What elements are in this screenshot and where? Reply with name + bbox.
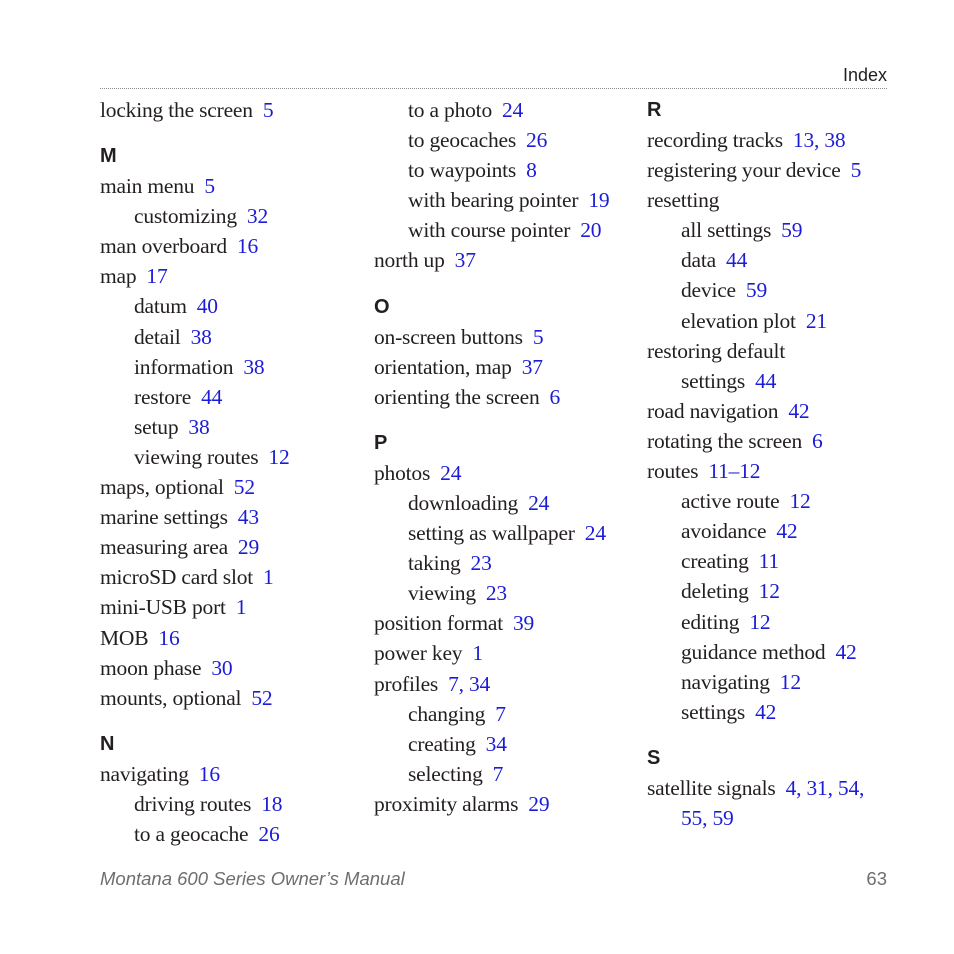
index-term: taking: [408, 551, 461, 576]
page-link[interactable]: 7: [492, 761, 504, 786]
page-link[interactable]: 7: [495, 701, 506, 726]
index-column-1: [100, 95, 365, 849]
index-term: moon phase: [100, 655, 202, 680]
page-link[interactable]: 24: [502, 98, 524, 122]
index-entry: [374, 608, 639, 638]
index-entry: [374, 789, 639, 819]
index-entry: [647, 456, 887, 486]
page-link[interactable]: 44: [726, 248, 748, 273]
index-term: microSD card slot: [100, 565, 254, 590]
index-entry: [100, 95, 365, 125]
index-entry: [100, 623, 365, 653]
index-entry: [100, 171, 365, 201]
index-subentry: [647, 697, 887, 727]
page-link[interactable]: 12: [779, 669, 801, 694]
index-subentry: [647, 245, 887, 275]
index-subentry: [374, 759, 639, 789]
index-entry: [100, 759, 365, 789]
index-subentry: [374, 488, 639, 518]
index-letter-heading: M: [100, 145, 117, 168]
page-link[interactable]: 12: [789, 489, 811, 514]
index-term: with course pointer: [408, 218, 571, 243]
manual-title: Montana 600 Series Owner’s Manual: [100, 868, 405, 889]
index-term: marine settings: [100, 505, 228, 530]
index-term: creating: [681, 549, 749, 574]
index-term: datum: [134, 294, 187, 319]
page-link[interactable]: 18: [261, 791, 283, 816]
index-term: creating: [408, 731, 476, 756]
page-link[interactable]: 38: [188, 414, 210, 439]
index-term: information: [134, 354, 234, 379]
index-entry: [374, 638, 639, 668]
index-term: all settings: [681, 218, 772, 243]
index-term: settings: [681, 368, 746, 393]
index-subentry: [374, 518, 639, 548]
index-term: downloading: [408, 490, 519, 515]
index-entry: [647, 396, 887, 426]
page-link[interactable]: 12: [268, 444, 290, 469]
index-entry: [647, 426, 887, 456]
index-entry: [100, 532, 365, 562]
index-term: avoidance: [681, 519, 767, 544]
index-term: elevation plot: [681, 308, 796, 333]
page-link[interactable]: 42: [776, 519, 798, 544]
index-subentry: [100, 819, 365, 849]
page-link[interactable]: 44: [201, 384, 223, 409]
index-letter-heading: P: [374, 431, 388, 454]
index-term: satellite signals: [647, 775, 776, 800]
index-subentry: [374, 155, 639, 185]
index-term: mounts, optional: [100, 685, 242, 710]
index-entry: [100, 653, 365, 683]
index-letter-heading: S: [647, 746, 661, 769]
index-term: editing: [681, 609, 740, 634]
index-term: maps, optional: [100, 475, 224, 500]
page-link[interactable]: 16: [158, 625, 180, 650]
page-link[interactable]: 59: [781, 218, 803, 243]
index-subentry: [374, 548, 639, 578]
index-term: registering your device: [647, 158, 841, 183]
page-link[interactable]: 29: [528, 791, 550, 816]
index-entry: [100, 562, 365, 592]
index-entry: [100, 231, 365, 261]
index-term: navigating: [681, 669, 770, 694]
page-link[interactable]: 11: [758, 549, 779, 574]
index-term: man overboard: [100, 234, 227, 259]
index-entry: [647, 125, 887, 155]
index-subentry: [647, 516, 887, 546]
index-term: viewing routes: [134, 444, 259, 469]
index-term: orientation, map: [374, 354, 512, 379]
page-link[interactable]: 43: [237, 505, 259, 530]
page-link[interactable]: 55, 59: [681, 805, 734, 830]
index-term: routes: [647, 459, 699, 484]
index-term: detail: [134, 324, 181, 349]
page-link[interactable]: 24: [528, 490, 550, 515]
index-entry: [100, 683, 365, 713]
index-entry: [374, 458, 639, 488]
index-term: changing: [408, 701, 486, 726]
index-term: to a geocache: [134, 821, 249, 846]
index-subentry: [374, 699, 639, 729]
index-term: device: [681, 278, 736, 303]
index-subentry: [100, 412, 365, 442]
index-term: setup: [134, 414, 179, 439]
index-subentry: [374, 185, 639, 215]
page-link[interactable]: 5: [532, 324, 544, 349]
index-subentry: [374, 215, 639, 245]
index-subentry: [100, 201, 365, 231]
page-link[interactable]: 16: [236, 234, 259, 259]
index-subentry: [374, 95, 639, 125]
page-link[interactable]: 20: [580, 218, 602, 243]
index-entry: [647, 773, 887, 803]
page-number: 63: [866, 868, 887, 889]
index-subentry: [100, 322, 365, 352]
index-subentry: [374, 578, 639, 608]
index-term: profiles: [374, 671, 439, 696]
page-link[interactable]: 17: [146, 264, 168, 289]
index-subentry: [374, 729, 639, 759]
index-subentry: [100, 442, 365, 472]
index-entry: [647, 185, 887, 215]
index-subentry: [647, 366, 887, 396]
page-link[interactable]: 1: [472, 641, 483, 666]
index-subentry: [647, 667, 887, 697]
index-entry: [647, 155, 887, 185]
index-letter-heading: N: [100, 732, 115, 755]
page-link[interactable]: 8: [526, 158, 537, 183]
page-link[interactable]: 52: [251, 685, 273, 710]
page-link[interactable]: 6: [812, 428, 823, 453]
page-link[interactable]: 5: [850, 158, 862, 183]
index-term: proximity alarms: [374, 791, 519, 816]
index-entry: [374, 669, 639, 699]
index-letter-heading: O: [374, 295, 390, 318]
page-link[interactable]: 24: [584, 521, 606, 546]
index-subentry: [374, 125, 639, 155]
index-term: selecting: [408, 761, 483, 786]
index-term: setting as wallpaper: [408, 521, 575, 546]
index-entry: [100, 592, 365, 622]
index-term: guidance method: [681, 639, 826, 664]
page-link[interactable]: 12: [758, 579, 780, 604]
page-link[interactable]: 24: [440, 460, 462, 485]
index-term: settings: [681, 699, 746, 724]
index-term: locking the screen: [100, 98, 253, 122]
page-link[interactable]: 34: [485, 731, 507, 756]
index-term: photos: [374, 460, 431, 485]
index-term: position format: [374, 611, 503, 636]
index-entry: [100, 472, 365, 502]
page-link[interactable]: 29: [237, 535, 260, 560]
index-subentry: [100, 789, 365, 819]
page-link[interactable]: 37: [454, 248, 476, 273]
page-link[interactable]: 38: [243, 354, 265, 379]
page-link[interactable]: 44: [755, 368, 777, 393]
index-term: on-screen buttons: [374, 324, 523, 349]
index-term: to a photo: [408, 98, 492, 122]
index-entry: [374, 352, 639, 382]
page-link[interactable]: 26: [258, 821, 280, 846]
page-link[interactable]: 11–12: [708, 459, 761, 484]
index-term: orienting the screen: [374, 384, 540, 409]
page-link[interactable]: 1: [263, 565, 274, 590]
index-term: recording tracks: [647, 128, 783, 152]
index-subentry: [647, 637, 887, 667]
index-term: main menu: [100, 174, 195, 199]
index-term: navigating: [100, 761, 189, 786]
page-link[interactable]: 16: [198, 761, 220, 786]
index-entry: [100, 502, 365, 532]
index-term: map: [100, 264, 137, 289]
page-link[interactable]: 42: [755, 699, 777, 724]
index-term: data: [681, 248, 717, 273]
index-term: viewing: [408, 581, 476, 606]
index-term: restoring default: [647, 338, 786, 363]
index-subentry: [647, 486, 887, 516]
index-term: to geocaches: [408, 128, 517, 153]
index-subentry: [647, 803, 887, 833]
index-term: measuring area: [100, 535, 228, 560]
index-entry: [647, 336, 887, 366]
index-entry: [374, 245, 639, 275]
index-subentry: [647, 275, 887, 305]
index-entry: [374, 382, 639, 412]
page-link[interactable]: 5: [262, 98, 274, 122]
index-term: driving routes: [134, 791, 252, 816]
index-term: mini-USB port: [100, 595, 226, 620]
page-link[interactable]: 38: [190, 324, 212, 349]
index-column-3: [647, 95, 887, 833]
page-link[interactable]: 21: [805, 308, 827, 333]
index-subentry: [647, 306, 887, 336]
page-header: [100, 64, 887, 89]
page-link[interactable]: 12: [749, 609, 771, 634]
page-link[interactable]: 23: [485, 581, 507, 606]
page-link[interactable]: 13, 38: [792, 128, 846, 152]
index-term: rotating the screen: [647, 428, 802, 453]
index-term: north up: [374, 248, 445, 273]
index-term: to waypoints: [408, 158, 517, 183]
page-link[interactable]: 23: [470, 551, 492, 576]
index-term: road navigation: [647, 398, 779, 423]
index-entry: [374, 322, 639, 352]
page-link[interactable]: 6: [549, 384, 561, 409]
index-entry: [100, 261, 365, 291]
index-subentry: [100, 352, 365, 382]
index-subentry: [100, 382, 365, 412]
index-term: power key: [374, 641, 463, 666]
page-link[interactable]: 37: [521, 354, 543, 379]
page-link[interactable]: 39: [512, 611, 535, 636]
index-subentry: [647, 546, 887, 576]
index-term: MOB: [100, 625, 149, 650]
index-term: deleting: [681, 579, 749, 604]
page-link[interactable]: 42: [835, 639, 857, 664]
page-link[interactable]: 19: [588, 188, 610, 213]
page-link[interactable]: 26: [526, 128, 548, 153]
page-link[interactable]: 59: [745, 278, 768, 303]
index-term: active route: [681, 489, 780, 514]
page-link[interactable]: 42: [788, 398, 810, 423]
section-title: Index: [842, 65, 887, 85]
page-link[interactable]: 30: [211, 655, 233, 680]
index-term: resetting: [647, 188, 720, 213]
index-subentry: [647, 215, 887, 245]
page-link[interactable]: 1: [235, 595, 247, 620]
index-letter-heading: R: [647, 99, 662, 121]
index-subentry: [100, 291, 365, 321]
page-link[interactable]: 5: [204, 174, 215, 199]
page-link[interactable]: 40: [196, 294, 218, 319]
index-term: restore: [134, 384, 192, 409]
index-subentry: [647, 576, 887, 606]
page-link[interactable]: 32: [246, 204, 269, 229]
page-link[interactable]: 52: [233, 475, 255, 500]
page-link[interactable]: 7, 34: [448, 671, 491, 696]
page-link[interactable]: 4, 31, 54,: [785, 775, 865, 800]
index-term: customizing: [134, 204, 237, 229]
page-footer: [100, 868, 887, 892]
index-term: with bearing pointer: [408, 188, 579, 213]
index-column-2: [374, 95, 639, 819]
index-subentry: [647, 607, 887, 637]
